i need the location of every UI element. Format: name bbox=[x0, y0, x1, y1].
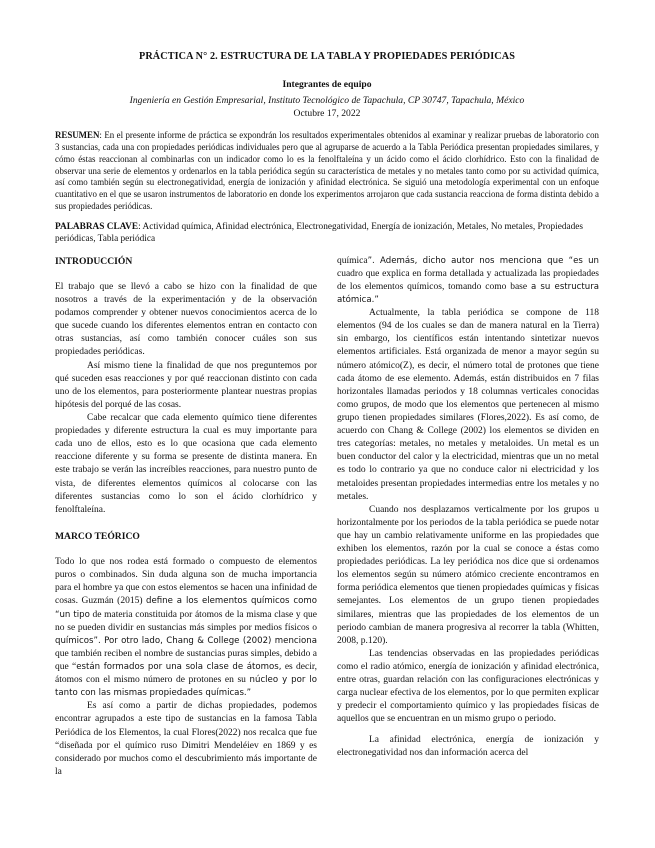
right-paragraph-1 bbox=[337, 255, 599, 307]
marco-p1-text-d: es decir, átomos con el mismo número de protones en su bbox=[55, 661, 318, 686]
marco-paragraph-1 bbox=[55, 556, 317, 700]
keywords-text: : Actividad química, Afinidad electrónica, Electronegatividad, Energía de ionización, Metales, No metales, Propiedades periódicas, Tabla periódica bbox=[55, 221, 583, 245]
abstract bbox=[55, 130, 599, 213]
intro-paragraph-2: Así mismo tiene la finalidad de que nos preguntemos por qué suceden esas reacciones y por qué reaccionan distinto con cada uno de los elementos, para posteriormente plantear nuestras propias hipótesis del porqué de las cosas. bbox=[55, 360, 317, 410]
date: Octubre 17, 2022 bbox=[293, 107, 361, 119]
right-paragraph-5: La afinidad electrónica, energía de ionización y electronegatividad nos dan información acerca del bbox=[337, 734, 599, 758]
abstract-text: : En el presente informe de práctica se expondrán los resultados experimentales obtenidos al examinar y realizar pruebas de laboratorio con 3 sustancias, cada una con propiedades periódicas individuales pero que al agruparse de acuerdo a la Tabla Periódica presentan propiedades similares, y cómo éstas reaccionan al combinarlas con un indicador como lo es la fenolftaleína y un ácido como el ácido clorhídrico. Esto con la finalidad de observar una serie de elementos y ordenarlos en la tabla periódica según su característica de metales y no metales tanto como por su actividad química, así como también según su electronegatividad, energía de ionización y afinidad electrónica. Se siguió una metodología experimental con un enfoque cuantitativo en el que se usaron instrumentos de laboratorio en donde los experimentos arrojaron que cada sustancia reacciona de forma distinta debido a sus propiedades periódicas. bbox=[55, 130, 599, 212]
right-p1-quote-b: a su estructura atómica.” bbox=[337, 281, 599, 305]
right-p1-text-a: química bbox=[337, 255, 368, 266]
section-heading-marco-teorico: MARCO TEÓRICO bbox=[55, 530, 140, 542]
marco-p1-quote-c: están formados por una sola clase de átomos, bbox=[76, 661, 282, 672]
intro-paragraph-1: El trabajo que se llevó a cabo se hizo con la finalidad de que nosotros a través de la experimentación y de la observación podamos comprender y obtener nuevos conocimientos acerca de lo que sucede cuando los diferentes elementos entran en contacto con otras sustancias, así como también conocer cuáles son sus propiedades periódicas. bbox=[55, 281, 317, 358]
intro-paragraph-3: Cabe recalcar que cada elemento químico tiene diferentes propiedades y diferente estructura la cual es muy importante para cada uno de ellos, esto es lo que ocasiona que cada elemento reaccione diferente y su forma se presente de distinta manera. En este trabajo se verán las increíbles reacciones, para nuestro punto de vista, de diferentes elementos químicos al colocarse con las diferentes sustancias como lo son el ácido clorhídrico y fenolftaleína. bbox=[55, 412, 317, 515]
paper-title: PRÁCTICA N° 2. ESTRUCTURA DE LA TABLA Y PROPIEDADES PERIÓDICAS bbox=[139, 51, 515, 62]
keywords-label: PALABRAS CLAVE bbox=[55, 221, 139, 232]
marco-p1-text-c: que también reciben el nombre de sustancias puras simples, debido a que “ bbox=[55, 648, 317, 672]
right-paragraph-3: Cuando nos desplazamos verticalmente por los grupos u horizontalmente por los periodos de la tabla periódica se puede notar que hay un cambio relativamente uniforme en las propiedades que exhiben los elementos, razón por la cual se conoce a éstas como propiedades periódicas. La ley periódica nos dice que si ordenamos los elementos según su número atómico creciente encontramos en forma periódica elementos que tienen propiedades químicas y físicas semejantes. Los elementos de un grupo tienen propiedades similares, mientras que las propiedades de los elementos de un periodo cambian de manera progresiva al recorrer la tabla (Whitten, 2008, p.120). bbox=[337, 504, 599, 646]
two-column-body bbox=[55, 255, 599, 779]
right-paragraph-4: Las tendencias observadas en las propiedades periódicas como el radio atómico, energía de ionización y afinidad electrónica, entre otras, guardan relación con las configuraciones electrónicas y carga nuclear efectiva de los elementos, por lo que permiten explicar y predecir el comportamiento químico y las propiedades físicas de aquellos que se encuentran en un mismo grupo o periodo. bbox=[337, 648, 599, 725]
affiliation: Ingeniería en Gestión Empresarial, Instituto Tecnológico de Tapachula, CP 30747, Tapachula, México bbox=[129, 94, 525, 106]
keywords bbox=[55, 221, 599, 246]
section-heading-introduccion: INTRODUCCIÓN bbox=[55, 255, 133, 267]
right-paragraph-2: Actualmente, la tabla periódica se compone de 118 elementos (94 de los cuales se dan de manera natural en la Tierra) sin embargo, los científicos están intentando sintetizar nuevos elementos artificiales. Está organizada de menor a mayor según su número atómico(Z), es decir, el número total de protones que tiene cada átomo de ese elemento. Además, están distribuidos en 7 filas horizontales llamadas periodos y 18 columnas verticales conocidas como grupos, de modo que los elementos que pertenecen al mismo grupo tienen propiedades similares (Flores,2022). Es así como, de acuerdo con Chang & College (2002) los elementos se dividen en tres categorías: metales, no metales y metaloides. Un metal es un buen conductor del calor y la electricidad, mientras que un no metal es todo lo contrario ya que no conduce calor ni electricidad y los metaloides presentan propiedades intermedias entre los metales y no metales. bbox=[337, 308, 599, 502]
authors-label: Integrantes de equipo bbox=[282, 78, 372, 90]
marco-paragraph-2: Es así como a partir de dichas propiedades, podemos encontrar agrupados a este tipo de sustancias en la famosa Tabla Periódica de los Elementos, la cual Flores(2022) nos recalca que fue “diseñada por el químico ruso Dimitri Mendeléiev en 1869 y es considerado por muchos como el descubrimiento más importante de la bbox=[55, 701, 317, 777]
marco-p1-text-a: Todo lo que nos rodea está formado o compuesto de elementos puros o combinados. Sin duda alguna son de mucha importancia para el hombre ya que con estos elementos se hacen una infinidad de cosas. Guzmán (2015) bbox=[55, 557, 317, 607]
marco-p1-quote-b: químicos”. Por otro lado, Chang & College (2002) menciona bbox=[55, 635, 317, 646]
marco-p1-quote-d: núcleo y por lo tanto con las mismas propiedades químicas.” bbox=[55, 675, 317, 699]
right-p1-quote-a: ”. Además, dicho autor nos menciona que “es un bbox=[367, 255, 599, 266]
left-column bbox=[55, 255, 317, 779]
right-p1-text-b: cuadro que explica en forma detallada y actualizada las propiedades de los elementos químicos, tomando como base bbox=[337, 268, 599, 292]
right-column bbox=[337, 255, 599, 779]
marco-p1-text-b: de materia constituida por átomos de la misma clase y que no se pueden dividir en sustancias más simples por medios físicos o bbox=[55, 609, 317, 633]
abstract-label: RESUMEN bbox=[55, 130, 100, 141]
marco-p1-quote-a: define a los elementos químicos como “un tipo bbox=[55, 596, 317, 620]
